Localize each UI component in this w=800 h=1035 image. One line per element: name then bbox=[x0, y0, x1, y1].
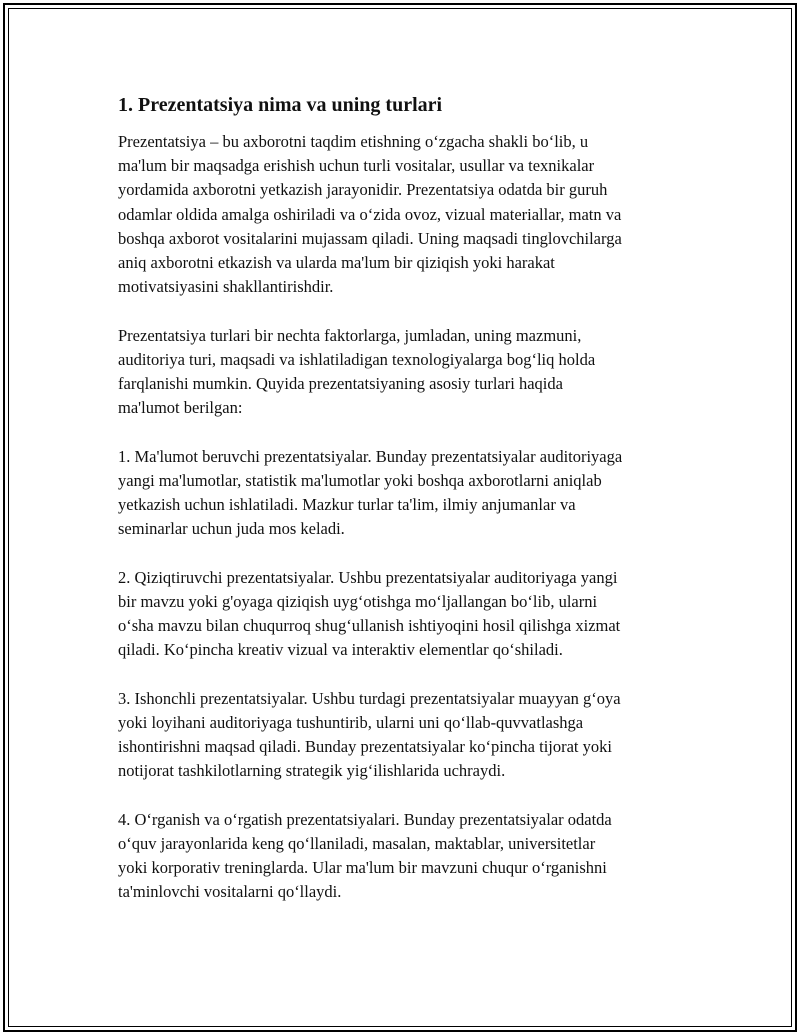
document-body bbox=[118, 92, 698, 929]
section-heading: 1. Prezentatsiya nima va uning turlari bbox=[118, 94, 443, 116]
paragraph-type-educational: 4. O‘rganish va o‘rgatish prezentatsiyalari. Bunday prezentatsiyalar odatda o‘quv jarayonlarida keng qo‘llaniladi, masalan, maktablar, universitetlar yoki korporativ treninglarda. Ular ma'lum bir mavzuni chuqur o‘rganishni ta'minlovchi vositalarni qo‘llaydi. bbox=[118, 809, 612, 902]
paragraph-type-engaging: 2. Qiziqtiruvchi prezentatsiyalar. Ushbu prezentatsiyalar auditoriyaga yangi bir mavzu yoki g'oyaga qiziqish uyg‘otishga mo‘ljallangan bo‘lib, ularni o‘sha mavzu bilan chuqurroq shug‘ullanish ishtiyoqini hosil qilishga xizmat qiladi. Ko‘pincha kreativ vizual va interaktiv elementlar qo‘shiladi. bbox=[118, 567, 621, 660]
paragraph-definition: Prezentatsiya – bu axborotni taqdim etishning o‘zgacha shakli bo‘lib, u ma'lum bir maqsadga erishish uchun turli vositalar, usullar va texnikalar yordamida axborotni yetkazish jarayonidir. Prezentatsiya odatda bir guruh odamlar oldida amalga oshiriladi va o‘zida ovoz, vizual materiallar, matn va boshqa axborot vositalarini mujassam qiladi. Uning maqsadi tinglovchilarga aniq axborotni etkazish va ularda ma'lum bir qiziqish yoki harakat motivatsiyasini shakllantirishdir. bbox=[118, 132, 622, 297]
paragraph-types-intro: Prezentatsiya turlari bir nechta faktorlarga, jumladan, uning mazmuni, auditoriya turi, maqsadi va ishlatiladigan texnologiyalarga bog‘liq holda farqlanishi mumkin. Quyida prezentatsiyaning asosiy turlari haqida ma'lumot berilgan: bbox=[118, 325, 596, 418]
paragraph-type-informative: 1. Ma'lumot beruvchi prezentatsiyalar. Bunday prezentatsiyalar auditoriyaga yangi ma'lumotlar, statistik ma'lumotlar yoki boshqa axborotlarni aniqlab yetkazish uchun ishlatiladi. Mazkur turlar ta'lim, ilmiy anjumanlar va seminarlar uchun juda mos keladi. bbox=[118, 446, 623, 539]
paragraph-type-persuasive: 3. Ishonchli prezentatsiyalar. Ushbu turdagi prezentatsiyalar muayyan g‘oya yoki loyihani auditoriyaga tushuntirib, ularni uni qo‘llab-quvvatlashga ishontirishni maqsad qiladi. Bunday prezentatsiyalar ko‘pincha tijorat yoki notijorat tashkilotlarning strategik yig‘ilishlarida uchraydi. bbox=[118, 688, 621, 781]
